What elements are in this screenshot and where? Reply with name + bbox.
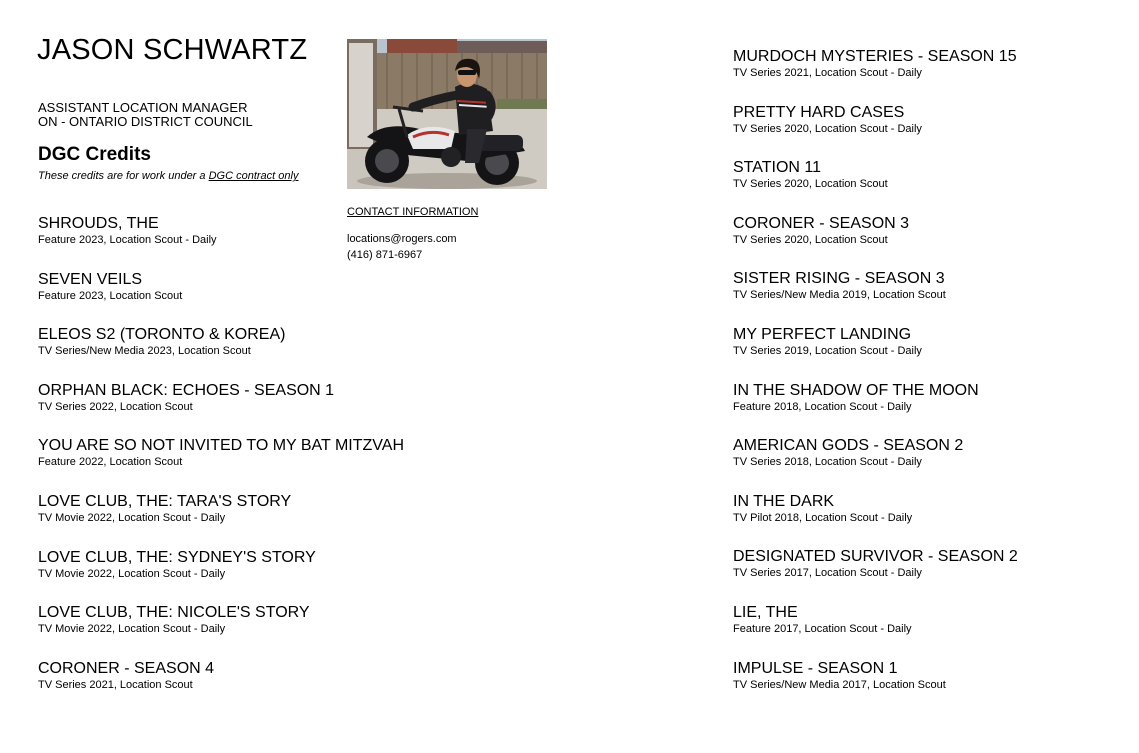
credits-note xyxy=(38,170,298,182)
credit-item xyxy=(733,436,1018,492)
credit-item xyxy=(38,436,404,492)
credit-title[interactable]: STATION 11 xyxy=(733,159,822,177)
credit-title[interactable]: CORONER - SEASON 3 xyxy=(733,214,910,232)
credit-item xyxy=(733,547,1018,603)
credit-detail: TV Series 2019, Location Scout - Daily xyxy=(733,344,922,357)
credit-detail: TV Series 2020, Location Scout xyxy=(733,178,888,191)
credit-item xyxy=(733,103,1018,159)
credit-item xyxy=(38,548,404,604)
credit-detail: TV Series/New Media 2019, Location Scout xyxy=(733,289,946,302)
position-council: ON - ONTARIO DISTRICT COUNCIL xyxy=(38,114,253,129)
credit-title[interactable]: MY PERFECT LANDING xyxy=(733,325,912,343)
contact-phone: (416) 871-6967 xyxy=(347,249,423,261)
credit-detail: TV Pilot 2018, Location Scout - Daily xyxy=(733,511,913,524)
credit-item xyxy=(733,47,1018,103)
credits-list-right xyxy=(733,47,1018,714)
credit-detail: TV Movie 2022, Location Scout - Daily xyxy=(38,623,226,636)
credits-list-left xyxy=(38,214,404,714)
section-title: DGC Credits xyxy=(38,144,151,165)
credit-title[interactable]: LOVE CLUB, THE: TARA'S STORY xyxy=(38,492,292,510)
credit-item xyxy=(38,381,404,437)
credit-item xyxy=(733,492,1018,548)
credit-item xyxy=(733,269,1018,325)
credit-detail: TV Movie 2022, Location Scout - Daily xyxy=(38,511,226,524)
credit-title[interactable]: AMERICAN GODS - SEASON 2 xyxy=(733,437,964,455)
credit-detail: TV Series 2017, Location Scout - Daily xyxy=(733,567,922,580)
profile-photo-image xyxy=(347,39,547,189)
credit-detail: TV Series 2020, Location Scout - Daily xyxy=(733,122,922,135)
credit-title[interactable]: SHROUDS, THE xyxy=(38,215,159,232)
credit-detail: TV Series 2018, Location Scout - Daily xyxy=(733,456,922,469)
credit-item xyxy=(38,214,404,270)
credit-detail: Feature 2018, Location Scout - Daily xyxy=(733,400,912,413)
credit-item xyxy=(733,381,1018,437)
contact-heading[interactable]: CONTACT INFORMATION xyxy=(347,206,479,218)
credit-item xyxy=(38,492,404,548)
credit-detail: Feature 2023, Location Scout xyxy=(38,289,183,302)
position-title: ASSISTANT LOCATION MANAGER xyxy=(38,100,248,115)
credit-detail: Feature 2017, Location Scout - Daily xyxy=(733,622,912,635)
member-name: JASON SCHWARTZ xyxy=(37,34,308,66)
credit-title[interactable]: CORONER - SEASON 4 xyxy=(38,659,215,677)
credit-item xyxy=(38,325,404,381)
credit-item xyxy=(38,603,404,659)
credit-item xyxy=(733,659,1018,715)
credit-title[interactable]: YOU ARE SO NOT INVITED TO MY BAT MITZVAH xyxy=(38,437,404,455)
credit-detail: TV Movie 2022, Location Scout - Daily xyxy=(38,567,226,580)
profile-photo xyxy=(347,39,547,189)
credit-title[interactable]: ELEOS S2 (TORONTO & KOREA) xyxy=(38,326,286,344)
credit-item xyxy=(733,325,1018,381)
credit-title[interactable]: IN THE DARK xyxy=(733,492,835,510)
credit-item xyxy=(38,270,404,326)
credit-title[interactable]: LOVE CLUB, THE: NICOLE'S STORY xyxy=(38,604,310,622)
credit-detail: Feature 2023, Location Scout - Daily xyxy=(38,234,217,246)
credit-item xyxy=(38,659,404,715)
credit-title[interactable]: IN THE SHADOW OF THE MOON xyxy=(733,381,979,399)
credit-item xyxy=(733,158,1018,214)
credit-detail: TV Series 2022, Location Scout xyxy=(38,400,193,413)
credit-detail: TV Series/New Media 2017, Location Scout xyxy=(733,678,946,691)
credit-detail: Feature 2022, Location Scout xyxy=(38,456,183,469)
credit-item xyxy=(733,214,1018,270)
credit-detail: TV Series 2021, Location Scout xyxy=(38,678,193,691)
credit-title[interactable]: ORPHAN BLACK: ECHOES - SEASON 1 xyxy=(38,381,335,399)
credit-title[interactable]: LOVE CLUB, THE: SYDNEY'S STORY xyxy=(38,548,316,566)
credit-title[interactable]: SEVEN VEILS xyxy=(38,270,143,288)
credit-title[interactable]: PRETTY HARD CASES xyxy=(733,103,905,121)
credit-title[interactable]: IMPULSE - SEASON 1 xyxy=(733,659,898,677)
dgc-contract-link[interactable]: DGC contract only xyxy=(208,170,299,182)
credit-title[interactable]: MURDOCH MYSTERIES - SEASON 15 xyxy=(733,48,1017,65)
contact-email[interactable]: locations@rogers.com xyxy=(347,233,457,245)
credit-title[interactable]: LIE, THE xyxy=(733,603,798,621)
credit-title[interactable]: SISTER RISING - SEASON 3 xyxy=(733,270,945,288)
member-position xyxy=(38,101,253,129)
credit-title[interactable]: DESIGNATED SURVIVOR - SEASON 2 xyxy=(733,548,1018,566)
credit-detail: TV Series 2020, Location Scout xyxy=(733,233,888,246)
credit-item xyxy=(733,603,1018,659)
credit-detail: TV Series/New Media 2023, Location Scout xyxy=(38,345,251,358)
credit-detail: TV Series 2021, Location Scout - Daily xyxy=(733,67,922,79)
credits-note-text: These credits are for work under a xyxy=(38,170,209,182)
